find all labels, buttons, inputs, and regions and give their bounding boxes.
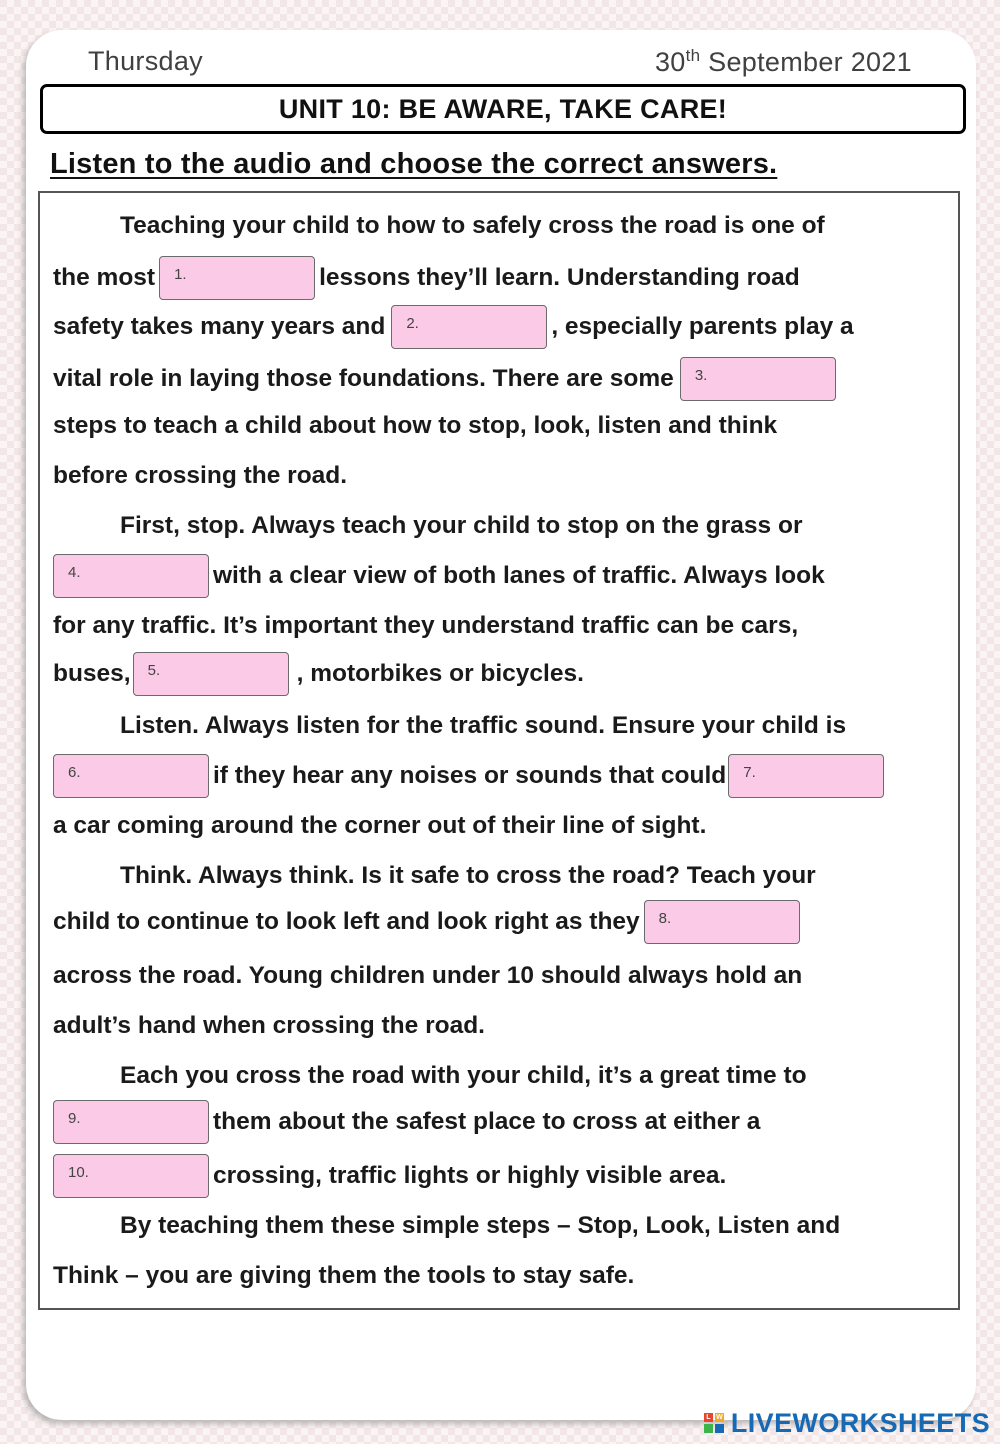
passage-line: Think. Always think. Is it safe to cross the road? Teach your xyxy=(120,862,816,889)
passage-line: a car coming around the corner out of their line of sight. xyxy=(53,812,707,839)
logo-mark-cell: W xyxy=(716,1414,723,1421)
passage-line: Listen. Always listen for the traffic sound. Ensure your child is xyxy=(120,712,847,739)
passage-text: , especially parents play a xyxy=(551,313,854,340)
answer-blank-9[interactable]: 9. xyxy=(53,1100,209,1144)
passage-line: before crossing the road. xyxy=(53,462,348,489)
logo-mark-cell: L xyxy=(704,1413,713,1422)
passage-text: , motorbikes or bicycles. xyxy=(296,660,584,687)
passage-text: safety takes many years and xyxy=(53,313,386,340)
liveworksheets-logo[interactable] xyxy=(704,1408,990,1438)
answer-blank-6[interactable]: 6. xyxy=(53,754,209,798)
date-day: 30 xyxy=(654,47,686,77)
passage-text: crossing, traffic lights or highly visible area. xyxy=(213,1162,727,1189)
logo-mark-cell xyxy=(715,1424,724,1433)
answer-blank-2[interactable]: 2. xyxy=(391,305,547,349)
logo-mark-cell xyxy=(704,1424,713,1433)
passage-line xyxy=(53,552,825,600)
answer-blank-5[interactable]: 5. xyxy=(133,652,289,696)
passage-line xyxy=(53,898,800,946)
date-suffix: th xyxy=(685,46,701,65)
header-day: Thursday xyxy=(88,46,203,76)
passage-line: steps to teach a child about how to stop, look, listen and think xyxy=(53,412,778,439)
passage-text: if they hear any noises or sounds that could xyxy=(213,762,727,789)
date-rest: September 2021 xyxy=(700,47,912,77)
answer-blank-1[interactable]: 1. xyxy=(159,256,315,300)
passage-text: with a clear view of both lanes of traffic. Always look xyxy=(213,562,825,589)
answer-blank-10[interactable]: 10. xyxy=(53,1154,209,1198)
header-date xyxy=(655,46,912,78)
passage-line xyxy=(53,650,584,698)
passage-text: the most xyxy=(53,264,156,291)
answer-blank-8[interactable]: 8. xyxy=(644,900,800,944)
passage-text: vital role in laying those foundations. There are some xyxy=(53,365,674,392)
answer-blank-7[interactable]: 7. xyxy=(728,754,884,798)
passage-text: buses, xyxy=(53,660,131,687)
logo-mark-icon xyxy=(704,1413,724,1433)
instruction-heading: Listen to the audio and choose the correct answers. xyxy=(50,148,778,180)
passage-line xyxy=(53,303,854,351)
passage-line xyxy=(53,1152,726,1200)
answer-blank-3[interactable]: 3. xyxy=(680,357,836,401)
passage-text: lessons they’ll learn. Understanding road xyxy=(319,264,800,291)
unit-title: UNIT 10: BE AWARE, TAKE CARE! xyxy=(40,84,966,134)
answer-blank-4[interactable]: 4. xyxy=(53,554,209,598)
passage-line: Each you cross the road with your child, it’s a great time to xyxy=(120,1062,807,1089)
passage-line: First, stop. Always teach your child to stop on the grass or xyxy=(120,512,803,539)
passage-line: adult’s hand when crossing the road. xyxy=(53,1012,485,1039)
passage-line: Think – you are giving them the tools to stay safe. xyxy=(53,1262,635,1289)
passage-line xyxy=(53,1098,760,1146)
passage-line xyxy=(53,254,800,302)
passage-line xyxy=(53,355,836,403)
passage-line: across the road. Young children under 10 should always hold an xyxy=(53,962,803,989)
passage-text: child to continue to look left and look right as they xyxy=(53,908,640,935)
logo-text: LIVEWORKSHEETS xyxy=(730,1407,990,1438)
passage-line: for any traffic. It’s important they understand traffic can be cars, xyxy=(53,612,799,639)
passage-line: Teaching your child to how to safely cross the road is one of xyxy=(120,212,825,239)
passage-line xyxy=(53,752,884,800)
passage-line: By teaching them these simple steps – Stop, Look, Listen and xyxy=(120,1212,841,1239)
passage-text: them about the safest place to cross at either a xyxy=(213,1108,761,1135)
